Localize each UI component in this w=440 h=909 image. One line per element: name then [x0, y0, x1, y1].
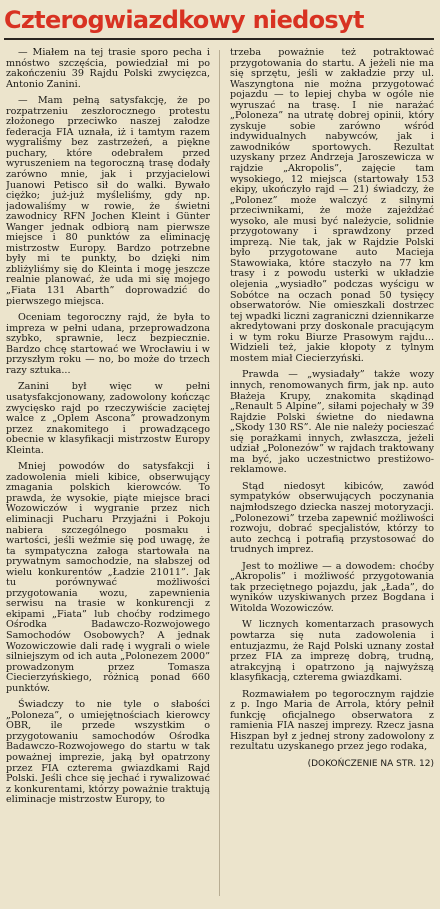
paragraph: W licznych komentarzach prasowych powtarza się nuta zadowolenia i entuzjazmu, że Rajd Polski uznany został przez FIA za imprezę dobrą, trudną, atrakcyjną i opatrzono ją najwyższą klasyfikacją, czterema gwiazdkami. [230, 619, 434, 684]
paragraph: — Mam pełną satysfakcję, że po rozpatrzeniu zeszłorocznego protestu złożonego przeciwko naszej załodze federacja FIA uznała, iż i tamtym razem wygraliśmy bez zastrzeżeń, a piękne puchary, które odebrałem przed wyruszeniem na tegoroczną trasę dodały zarówno mnie, jak i przyjacielowi Juanowi Petisco sił do walki. Bywało ciężko; już-już myśleliśmy, gdy np. jadowaliśmy w rowie, że świetni zawodnicy RFN Jochen Kleint i Günter Wanger jednak odbiorą nam pierwsze miejsce i 80 punktów za eliminację mistrzostw Europy. Bardzo potrzebne były mi te punkty, bo dzięki nim zbliżyliśmy się do Kleinta i mogę jeszcze realnie planować, że uda mi się mojego „Fiata 131 Abarth” doprowadzić do pierwszego miejsca. [6, 95, 210, 307]
article-headline: Czterogwiazdkowy niedosyt [4, 6, 364, 34]
paragraph: Stąd niedosyt kibiców, zawód sympatyków obserwujących poczynania najmłodszego dziecka naszej motoryzacji. „Polonezowi” trzeba zapewnić możliwości rozwoju, dobrać specjalistów, którzy to auto zechcą i potrafią przystosować do trudnych imprez. [230, 480, 434, 556]
paragraph: Jest to możliwe — a dowodem: choćby „Akropolis” i możliwość przygotowania tak przeciętnego pojazdu, jak „Łada”, do wyników uzyskiwanych przez Bogdana i Witolda Wozowiczów. [230, 560, 434, 614]
paragraph: Zanini był więc w pełni usatysfakcjonowany, zadowolony kończąc zwycięsko rajd po rzeczywiście zaciętej walce z „Oplem Ascona” prowadzonym przez znakomitego i prowadzącego obecnie w klasyfikacji mistrzostw Europy Kleinta. [6, 381, 210, 456]
right-column [230, 48, 434, 896]
paragraph: Świadczy to nie tyle o słabości „Poloneza”, o umiejętnościach kierowcy OBR, ile przede wszystkim o przygotowaniu samochodów Ośrodka Badawczo-Rozwojowego do startu w tak poważnej imprezie, jaką był opatrzony przez FIA czterema gwiazdkami Rajd Polski. Jeśli chce się jechać i rywalizować z konkurentami, którzy poważnie traktują eliminacje mistrzostw Europy, to [6, 699, 210, 806]
paragraph: Rozmawiałem po tegorocznym rajdzie z p. Ingo Maria de Arrola, który pełnił funkcję oficjalnego obserwatora z ramienia FIA naszej imprezy. Rzecz jasna Hiszpan był z jednej strony zadowolony z rezultatu uzyskanego przez jego rodaka, [230, 688, 434, 753]
left-column [6, 48, 210, 896]
paragraph: Prawda — „wysiadały” także wozy innych, renomowanych firm, jak np. auto Błażeja Krupy, znakomita skądinąd „Renault 5 Alpine”, siłami pojechały w 39 Rajdzie Polski świetne do niedawna „Skody 130 RS”. Ale nie należy pocieszać się porażkami innych, zwłaszcza, jeżeli udział „Polonezów” w rajdach traktowany ma być, jako uczestnictwo prestiżowo-reklamowe. [230, 369, 434, 476]
paragraph: Oceniam tegoroczny rajd, że była to impreza w pełni udana, przeprowadzona szybko, sprawnie, lecz bezpiecznie. Bardzo chcę startować we Wrocławiu i w przyszłym roku — no, bo może do trzech razy sztuka... [6, 312, 210, 376]
paragraph: trzeba poważnie też potraktować przygotowania do startu. A jeżeli nie ma się sprzętu, jeśli w zakładzie przy ul. Waszyngtona nie można przygotować pojazdu — to lepiej chyba w ogóle nie wyruszać na trasę. I nie narażać „Poloneza” na utratę dobrej opinii, który zyskuje sobie zarówno wśród indywidualnych nabywców, jak i zawodników sportowych. Rezultat uzyskany przez Andrzeja Jaroszewicza w rajdzie „Akropolis”, zajęcie tam wysokiego, 12 miejsca (startowały 153 ekipy, ukończyło rajd — 21) świadczy, że „Polonez” może walczyć z silnymi przeciwnikami, że może zajeżdżać wysoko, ale musi być należycie, solidnie przygotowany i sprawdzony przed imprezą. Nie tak, jak w Rajdzie Polski było przygotowane auto Macieja Stawowiaka, które staczyło na 77 km trasy i z powodu usterki w układzie olejenia „wysiadło” podczas wyścigu w Sobótce na oczach ponad 50 tysięcy obserwatorów. Nie omieszkali dostrzec tej wpadki liczni zagraniczni dziennikarze akredytowani przy doskonale pracującym i w tym roku Biurze Prasowym rajdu... Widzieli też, jakie kłopoty z tylnym mostem miał Ciecierzyński. [230, 48, 434, 364]
paragraph: — Miałem na tej trasie sporo pecha i mnóstwo szczęścia, powiedział mi po zakończeniu 39 Rajdu Polski zwycięzca, Antonio Zanini. [6, 48, 210, 90]
paragraph: Mniej powodów do satysfakcji i zadowolenia mieli kibice, obserwujący zmagania polskich kierowców. To prawda, że wysokie, piąte miejsce braci Wozowiczów i wygranie przez nich eliminacji Pucharu Przyjaźni i Pokoju nabiera szczególnego posmaku i wartości, jeśli weźmie się pod uwagę, że ta sympatyczna załoga startowała na prywatnym samochodzie, na słabszej od wielu konkurentów „Ładzie 21011”. Jak tu porównywać możliwości przygotowania wozu, zapewnienia serwisu na trasie w konkurencji z ekipami „Fiata” lub choćby rodzimego Ośrodka Badawczo-Rozwojowego Samochodów Osobowych? A jednak Wozowiczowie dali radę i wygrali o wiele silniejszym od ich auta „Polonezem 2000” prowadzonym przez Tomasza Ciecierzyńskiego, różnicą ponad 660 punktów. [6, 461, 210, 694]
headline-rule [4, 38, 434, 40]
continuation-note: (DOKOŃCZENIE NA STR. 12) [307, 759, 434, 769]
column-divider [219, 50, 220, 896]
